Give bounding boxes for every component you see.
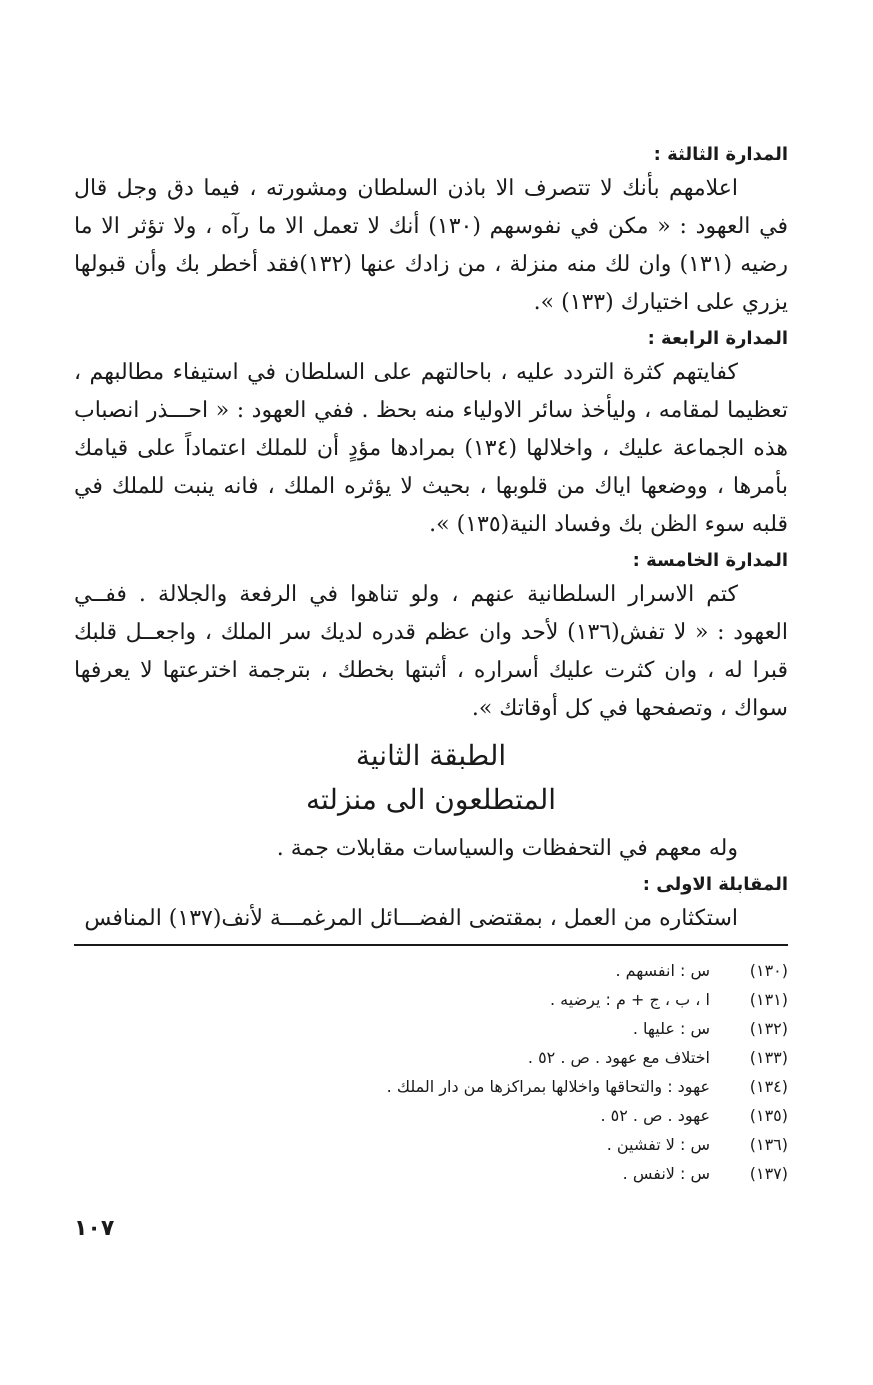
- footnote-text: عهود . ص . ٥٢ .: [600, 1106, 710, 1125]
- footnote-number: (١٣٠): [749, 961, 788, 980]
- footnote: [74, 1101, 788, 1130]
- footnote-text: ا ، ب ، ج + م : يرضيه .: [550, 990, 710, 1009]
- footnote: [74, 956, 788, 985]
- section-paragraph: كتم الاسرار السلطانية عنهم ، ولو تناهوا في الرفعة والجلالة . ففــي العهود : « لا تفش(١٣٦) لأحد وان عظم قدره لديك سر الملك ، واجعــل قلبك قبرا له ، وان كثرت عليك أسراره ، أثبتها بخطك ، بترجمة اخترعتها لا يعرفها سواك ، وتصفحها في كل أوقاتك ».: [74, 582, 788, 721]
- footnote-text: س : انفسهم .: [615, 961, 710, 980]
- section-heading: المدارة الثالثة :: [653, 144, 788, 165]
- footnote: [74, 1130, 788, 1159]
- continued-line: استكثاره من العمل ، بمقتضى الفضـــائل المرغمـــة لأنف(١٣٧) المنافس: [84, 906, 738, 931]
- chapter-title: الطبقة الثانية: [355, 739, 507, 772]
- section-fourth: [74, 324, 788, 544]
- intro-line: وله معهم في التحفظات والسياسات مقابلات جمة .: [276, 836, 738, 861]
- footnote-text: اختلاف مع عهود . ص . ٥٢ .: [527, 1048, 710, 1067]
- footnote-divider: [74, 944, 788, 946]
- footnote-number: (١٣٦): [749, 1135, 788, 1154]
- footnote-number: (١٣٣): [749, 1048, 788, 1067]
- section-fifth: [74, 546, 788, 728]
- footnote-number: (١٣٧): [749, 1164, 788, 1183]
- footnote-number: (١٣٥): [749, 1106, 788, 1125]
- footnote-text: س : لا تفشين .: [606, 1135, 710, 1154]
- footnote-text: عهود : والتحاقها واخلالها بمراكزها من دار الملك .: [386, 1077, 710, 1096]
- section-heading: المدارة الخامسة :: [632, 550, 788, 571]
- footnote-number: (١٣٢): [749, 1019, 788, 1038]
- footnote-text: س : لانفس .: [622, 1164, 710, 1183]
- footnote: [74, 1014, 788, 1043]
- section-paragraph: كفايتهم كثرة التردد عليه ، باحالتهم على السلطان في استيفاء مطالبهم ، تعظيما لمقامه ، وليأخذ سائر الاولياء منه بحظ . ففي العهود : « احـــذر انصباب هذه الجماعة عليك ، واخلالها (١٣٤) بمرادها مؤدٍ أن للملك اعتماداً على قيامك بأمرها ، ووضعها اياك من قلوبها ، بحيث لا يؤثره الملك ، فانه ينبت للملك في قلبه سوء الظن بك وفساد النية(١٣٥) ».: [74, 360, 788, 537]
- footnote-number: (١٣٤): [749, 1077, 788, 1096]
- section-paragraph: اعلامهم بأنك لا تتصرف الا باذن السلطان ومشورته ، فيما دق وجل قال في العهود : « مكن في نفوسهم (١٣٠) أنك لا تعمل الا ما رآه ، ولا تؤثر الا ما رضيه (١٣١) وان لك منه منزلة ، من زادك عنها (١٣٢)فقد أخطر بك وأن قبولها يزري على اختيارك (١٣٣) ».: [74, 176, 788, 315]
- section-third: [74, 140, 788, 322]
- footnote: [74, 1159, 788, 1188]
- footnote-text: س : عليها .: [632, 1019, 710, 1038]
- footnote: [74, 1043, 788, 1072]
- chapter-subtitle: المتطلعون الى منزلته: [305, 783, 557, 816]
- subsection-heading: المقابلة الاولى :: [642, 874, 788, 895]
- footnote: [74, 985, 788, 1014]
- section-heading: المدارة الرابعة :: [647, 328, 788, 349]
- page-content: [74, 138, 788, 1258]
- footnotes-list: [74, 956, 788, 1188]
- footnote: [74, 1072, 788, 1101]
- page-number: ١٠٧: [74, 1216, 115, 1241]
- footnote-number: (١٣١): [749, 990, 788, 1009]
